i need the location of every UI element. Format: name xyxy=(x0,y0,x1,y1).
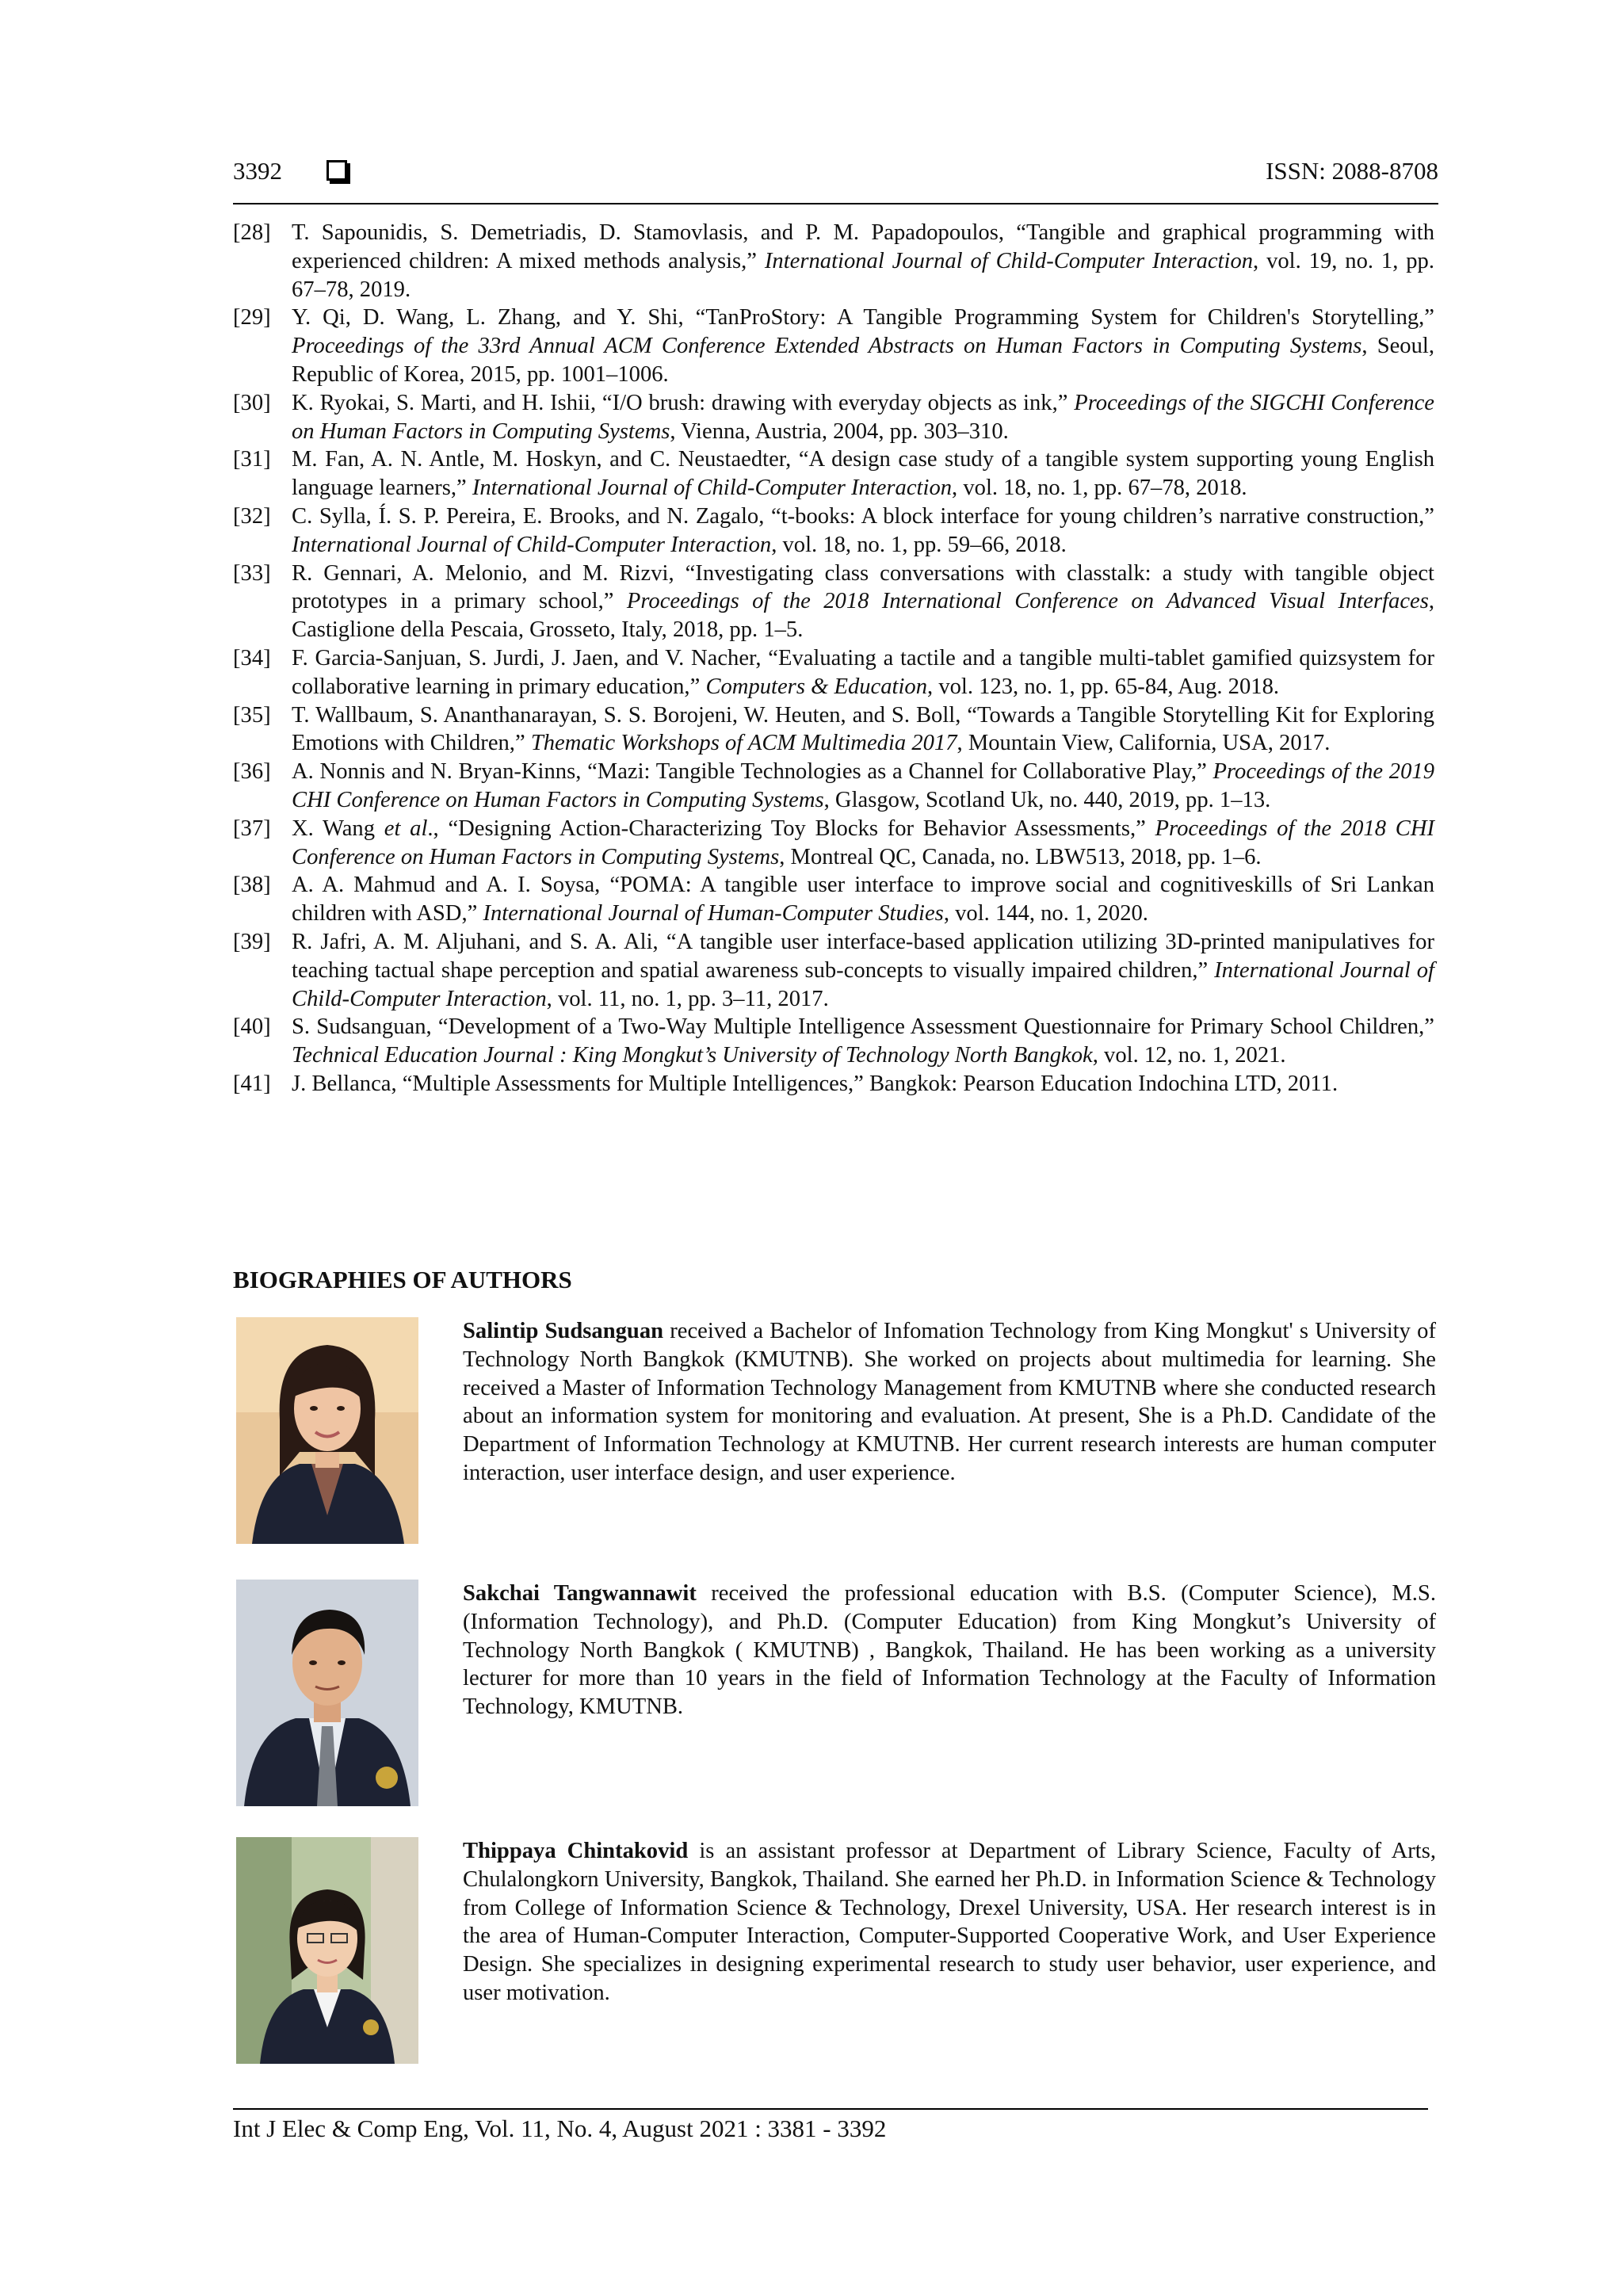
reference-list xyxy=(233,219,1434,1098)
author-bio-text: Salintip Sudsanguan received a Bachelor of Infomation Technology from King Mongkut' s University of Technology North Bangkok (KMUTNB). She worked on projects about multimedia for learning. She received a Master of Information Technology Management from KMUTNB where she conducted research about an information system for monitoring and evaluation. At present, She is a Ph.D. Candidate of the Department of Information Technology at KMUTNB. Her current research interests are human computer interaction, user interface design, and user experience. xyxy=(463,1319,1436,1485)
author-name: Sakchai Tangwannawit xyxy=(463,1581,697,1606)
reference-text: J. Bellanca, “Multiple Assessments for Multiple Intelligences,” Bangkok: Pearson Education Indochina LTD, 2011. xyxy=(292,1071,1338,1096)
reference-number: [32] xyxy=(233,503,271,529)
reference-number: [41] xyxy=(233,1071,271,1096)
reference-text: M. Fan, A. N. Antle, M. Hoskyn, and C. Neustaedter, “A design case study of a tangible system supporting young English language learners,” International Journal of Child-Computer Interaction, vol. 18, no. 1, pp. 67–78, 2018. xyxy=(292,447,1434,501)
author-photo xyxy=(236,1580,418,1806)
page-footer: Int J Elec & Comp Eng, Vol. 11, No. 4, August 2021 : 3381 - 3392 xyxy=(233,2108,1428,2143)
reference-item xyxy=(233,445,1434,502)
author-bio-text: Sakchai Tangwannawit received the professional education with B.S. (Computer Science), M.S. (Information Technology), and Ph.D. (Computer Education) from King Mongkut’s University of Technology North Bangkok ( KMUTNB) , Bangkok, Thailand. He has been working as a university lecturer for more than 10 years in the field of Information Technology at the Faculty of Information Technology, KMUTNB. xyxy=(463,1581,1436,1720)
reference-text: R. Gennari, A. Melonio, and M. Rizvi, “Investigating class conversations with classtalk: a study with tangible object prototypes in a primary school,” Proceedings of the 2018 International Conference on Advanced Visual Interfaces, Castiglione della Pescaia, Grosseto, Italy, 2018, pp. 1–5. xyxy=(292,560,1434,643)
reference-item xyxy=(233,1013,1434,1070)
reference-number: [37] xyxy=(233,816,271,841)
reference-text: K. Ryokai, S. Marti, and H. Ishii, “I/O brush: drawing with everyday objects as ink,” Proceedings of the SIGCHI Conference on Human Factors in Computing Systems, Vienna, Austria, 2004, pp. 303–310. xyxy=(292,390,1434,444)
reference-text: C. Sylla, Í. S. P. Pereira, E. Brooks, and N. Zagalo, “t-books: A block interface for young children’s narrative construction,” International Journal of Child-Computer Interaction, vol. 18, no. 1, pp. 59–66, 2018. xyxy=(292,503,1434,557)
author-photo xyxy=(236,1837,418,2064)
reference-number: [38] xyxy=(233,873,271,898)
reference-number: [34] xyxy=(233,645,271,670)
reference-item xyxy=(233,701,1434,758)
biographies-heading: BIOGRAPHIES OF AUTHORS xyxy=(233,1266,572,1293)
reference-number: [39] xyxy=(233,929,271,954)
author-photo xyxy=(236,1317,418,1544)
author-name: Salintip Sudsanguan xyxy=(463,1319,664,1343)
author-name: Thippaya Chintakovid xyxy=(463,1839,689,1863)
reference-number: [29] xyxy=(233,305,271,330)
reference-text: A. Nonnis and N. Bryan-Kinns, “Mazi: Tangible Technologies as a Channel for Collaborative Play,” Proceedings of the 2019 CHI Conference on Human Factors in Computing Systems, Glasgow, Scotland Uk, no. 440, 2019, pp. 1–13. xyxy=(292,759,1434,812)
reference-number: [31] xyxy=(233,447,271,472)
reference-item xyxy=(233,502,1434,560)
reference-text: T. Sapounidis, S. Demetriadis, D. Stamovlasis, and P. M. Papadopoulos, “Tangible and graphical programming with experienced children: A mixed methods analysis,” International Journal of Child-Computer Interaction, vol. 19, no. 1, pp. 67–78, 2019. xyxy=(292,220,1434,302)
reference-text: R. Jafri, A. M. Aljuhani, and S. A. Ali, “A tangible user interface-based application utilizing 3D-printed manipulatives for teaching tactual shape perception and spatial awareness sub-concepts to visually impaired children,” International Journal of Child-Computer Interaction, vol. 11, no. 1, pp. 3–11, 2017. xyxy=(292,929,1434,1011)
reference-item xyxy=(233,758,1434,815)
page-header xyxy=(233,155,1438,204)
reference-number: [36] xyxy=(233,759,271,785)
reference-text: T. Wallbaum, S. Ananthanarayan, S. S. Borojeni, W. Heuten, and S. Boll, “Towards a Tangible Storytelling Kit for Exploring Emotions with Children,” Thematic Workshops of ACM Multimedia 2017, Mountain View, California, USA, 2017. xyxy=(292,702,1434,756)
reference-item xyxy=(233,560,1434,644)
reference-text: F. Garcia-Sanjuan, S. Jurdi, J. Jaen, and V. Nacher, “Evaluating a tactile and a tangible multi-tablet gamified quizsystem for collaborative learning in primary education,” Computers & Education, vol. 123, no. 1, pp. 65-84, Aug. 2018. xyxy=(292,645,1434,699)
reference-item xyxy=(233,219,1434,304)
reference-number: [28] xyxy=(233,220,271,245)
reference-text: A. A. Mahmud and A. I. Soysa, “POMA: A tangible user interface to improve social and cognitiveskills of Sri Lankan children with ASD,” International Journal of Human-Computer Studies, vol. 144, no. 1, 2020. xyxy=(292,873,1434,926)
reference-item xyxy=(233,1070,1434,1098)
reference-number: [30] xyxy=(233,390,271,415)
reference-number: [35] xyxy=(233,702,271,728)
reference-item xyxy=(233,928,1434,1013)
page-number: 3392 xyxy=(233,157,282,185)
reference-number: [33] xyxy=(233,560,271,586)
reference-item xyxy=(233,389,1434,446)
issn: ISSN: 2088-8708 xyxy=(1266,157,1438,185)
reference-item xyxy=(233,815,1434,872)
reference-number: [40] xyxy=(233,1014,271,1040)
reference-item xyxy=(233,871,1434,928)
square-bullet-icon xyxy=(327,160,347,181)
reference-text: X. Wang et al., “Designing Action-Characterizing Toy Blocks for Behavior Assessments,” Proceedings of the 2018 CHI Conference on Human Factors in Computing Systems, Montreal QC, Canada, no. LBW513, 2018, pp. 1–6. xyxy=(292,816,1434,869)
reference-text: S. Sudsanguan, “Development of a Two-Way Multiple Intelligence Assessment Questionnaire for Primary School Children,” Technical Education Journal : King Mongkut’s University of Technology North Bangkok, vol. 12, no. 1, 2021. xyxy=(292,1014,1434,1068)
reference-text: Y. Qi, D. Wang, L. Zhang, and Y. Shi, “TanProStory: A Tangible Programming System for Children's Storytelling,” Proceedings of the 33rd Annual ACM Conference Extended Abstracts on Human Factors in Computing Systems, Seoul, Republic of Korea, 2015, pp. 1001–1006. xyxy=(292,305,1434,387)
reference-item xyxy=(233,304,1434,388)
reference-item xyxy=(233,644,1434,701)
author-bio-text: Thippaya Chintakovid is an assistant professor at Department of Library Science, Faculty of Arts, Chulalongkorn University, Bangkok, Thailand. She earned her Ph.D. in Information Science & Technology from College of Information Science & Technology, Drexel University, USA. Her research interest is in the area of Human-Computer Interaction, Computer-Supported Cooperative Work, and User Experience Design. She specializes in designing experimental research to study user behavior, user experience, and user motivation. xyxy=(463,1839,1436,2005)
